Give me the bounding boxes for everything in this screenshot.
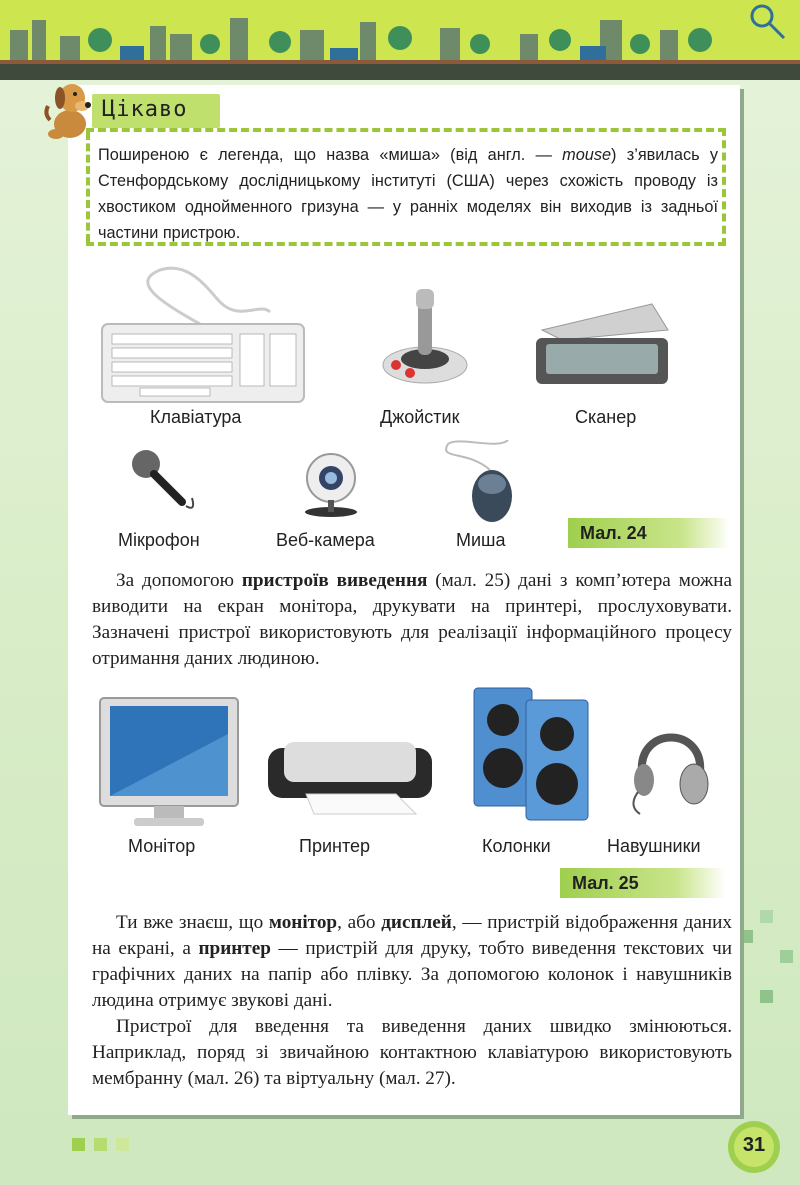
bold-term: монітор [268, 912, 338, 933]
mouse-image [428, 440, 528, 524]
printer-image [266, 738, 434, 818]
webcam-image [300, 450, 362, 518]
page-number: 31 [742, 1134, 766, 1156]
figure-24-label-text: Мал. 24 [580, 523, 647, 543]
paragraph-devices-change: Пристрої для введення та виведення даних швидко змінюються. Наприклад, поряд зі звичайною контактною клавіатурою використовують мембранну (мал. 26) та віртуальну (мал. 27). [92, 1016, 732, 1089]
caption-mouse: Миша [456, 530, 506, 550]
speakers-image [470, 686, 592, 822]
page-number-badge [727, 1120, 781, 1174]
headphones-image [628, 716, 714, 820]
decor-square [72, 1138, 85, 1151]
figure-24-label [568, 518, 730, 548]
fact-text-part: ) з’явилась у Стенфордському дослідницькому інституті (США) через схожість проводу із хвостиком однойменного гризуна — у ранніх моделях він виходив із задньої частини пристрою. [98, 146, 718, 242]
fact-text-part: Поширеною є легенда, що назва «миша» (від англ. — [98, 146, 563, 164]
bold-term: принтер [198, 938, 271, 959]
city-banner-illustration [0, 0, 800, 80]
joystick-image [380, 285, 470, 385]
text-part: (мал. 25) дані з комп’ютера можна виводити на екран монітора, друкувати на принтері, прослуховувати. Зазначені пристрої використовують для реалізації інформаційного процесу отримання даних людиною. [92, 570, 732, 669]
caption-speakers: Колонки [482, 836, 551, 856]
paragraph-output-devices [92, 568, 732, 672]
fact-title-text: Цікаво [102, 97, 188, 122]
decor-square [94, 1138, 107, 1151]
fact-box-title [92, 94, 220, 128]
fact-box-text [98, 142, 718, 246]
decor-square [116, 1138, 129, 1151]
figure-25-label-text: Мал. 25 [572, 873, 639, 893]
paragraph-monitor-printer [92, 910, 732, 1092]
monitor-image [96, 694, 242, 830]
scanner-image [532, 300, 672, 392]
caption-webcam: Веб-камера [276, 530, 375, 550]
text-part: , — пристрій відображення даних на екрані, а [92, 912, 733, 959]
microphone-image [130, 448, 200, 514]
bold-term: пристроїв виведення [241, 570, 428, 591]
caption-microphone: Мікрофон [118, 530, 200, 550]
text-part: За допомогою [116, 570, 242, 591]
text-part: — пристрій для друку, тобто виведення текстових чи графічних даних на папір або плівку. За допомогою колонок і навушників людина отримує звукові дані. [92, 938, 732, 1011]
caption-headphones: Навушники [607, 836, 701, 856]
text-part: , або [337, 912, 382, 933]
caption-printer: Принтер [299, 836, 371, 856]
caption-scanner: Сканер [575, 407, 637, 427]
caption-keyboard: Клавіатура [150, 407, 242, 427]
figure-25-label [560, 868, 726, 898]
text-part: Ти вже знаєш, що [116, 912, 269, 933]
keyboard-image [100, 262, 306, 404]
caption-monitor: Монітор [128, 836, 196, 856]
fact-text-italic: mouse [562, 146, 612, 164]
caption-joystick: Джойстик [380, 407, 460, 427]
bold-term: дисплей [381, 912, 452, 933]
